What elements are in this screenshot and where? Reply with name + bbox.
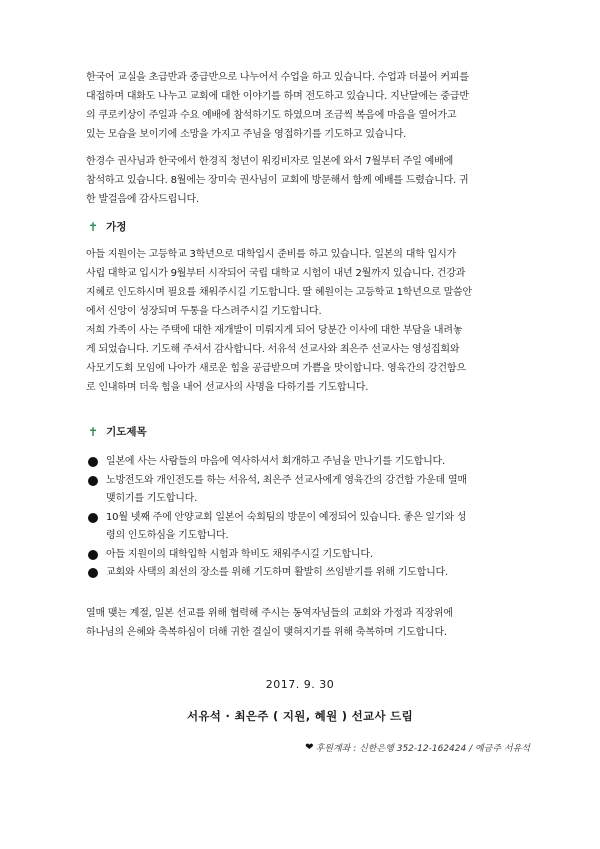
text-line: 한 발걸음에 감사드립니다.: [86, 194, 199, 205]
bank-account-note: [305, 741, 530, 754]
text-line: 있는 모습을 보이기에 소망을 가지고 주님을 영접하기를 기도하고 있습니다.: [86, 129, 407, 140]
text-line: 게 되었습니다. 기도해 주셔서 감사합니다. 서유석 선교사와 최은주 선교사는 영성집회와: [86, 344, 460, 355]
text-line: 의 쿠로키상이 주일과 수요 예배에 참석하기도 하였으며 조금씩 복음에 마음을 열어가고: [86, 110, 457, 121]
text-line: 참석하고 있습니다. 8월에는 장미숙 권사님이 교회에 방문해서 함께 예배를 드렸습니다. 귀: [86, 175, 469, 186]
prayer-item-text: 아들 지원이의 대학입학 시험과 학비도 채워주시길 기도합니다.: [106, 548, 373, 560]
text-line: 사립 대학교 입시가 9월부터 시작되어 국립 대학교 시험이 내년 2월까지 있습니다. 건강과: [86, 268, 466, 279]
text-line: 저희 가족이 사는 주택에 대한 재개발이 미뤄지게 되어 당분간 이사에 대한 부담을 내려놓: [86, 325, 463, 336]
text-line: 한국어 교실을 초급반과 중급반으로 나누어서 수업을 하고 있습니다. 수업과 더불어 커피를: [86, 72, 469, 83]
prayer-item: [86, 472, 526, 509]
heart-icon: ❤: [305, 742, 314, 753]
text-line: 하나님의 은혜와 축복하심이 더해 귀한 결실이 맺혀지기를 위해 축복하며 기도합니다.: [86, 627, 447, 638]
prayer-heading-label: 기도제목: [106, 426, 147, 438]
text-line: 아들 지원이는 고등학교 3학년으로 대학입시 준비를 하고 있습니다. 일본의 대학 입시가: [86, 249, 457, 260]
family-heading: [88, 219, 126, 234]
text-line: 한경수 권사님과 한국에서 한경직 청년이 워킹비자로 일본에 와서 7월부터 주일 예배에: [86, 156, 454, 167]
letter-date: 2017. 9. 30: [265, 678, 335, 691]
prayer-heading: [88, 424, 147, 439]
prayer-item: [86, 453, 526, 472]
prayer-item-text: 일본에 사는 사람들의 마음에 역사하셔서 회개하고 주님을 만나기를 기도합니다.: [106, 456, 445, 467]
family-heading-label: 가정: [106, 221, 127, 233]
cross-icon: ✝: [88, 219, 99, 234]
text-line: 로 인내하며 더욱 힘을 내어 선교사의 사명을 다하기를 기도합니다.: [86, 382, 369, 393]
visit-paragraph: [86, 152, 518, 209]
prayer-item-text: 교회와 사택의 최선의 장소를 위해 기도하며 활발히 쓰임받기를 위해 기도합니다.: [106, 567, 448, 578]
prayer-item-text: 맺히기를 기도합니다.: [106, 493, 198, 504]
text-line: 지혜로 인도하시며 필요를 채워주시길 기도합니다. 딸 혜원이는 고등학교 1학년으로 말씀안: [86, 287, 472, 298]
prayer-item-text: 령의 인도하심을 기도합니다.: [106, 530, 229, 541]
prayer-item: [86, 564, 526, 583]
text-line: 사모기도회 모임에 나아가 새로운 힘을 공급받으며 가쁨을 맛이합니다. 영육간의 강건함으: [86, 363, 466, 374]
bullet-icon: [88, 513, 98, 523]
bank-account-text: 후원계좌 : 신한은행 352-12-162424 / 예금주 서유석: [315, 744, 530, 754]
closing-paragraph: [86, 604, 518, 642]
text-line: 에서 신앙이 성장되며 두통을 다스려주시길 기도합니다.: [86, 306, 322, 317]
prayer-list: [86, 453, 526, 583]
text-line: 열매 맺는 계절, 일본 선교를 위해 협력해 주시는 동역자님들의 교회와 가정과 직장위에: [86, 608, 453, 619]
prayer-item-text: 노방전도와 개인전도를 하는 서유석, 최은주 선교사에게 영육간의 강건함 가운데 열매: [106, 474, 467, 486]
bullet-icon: [88, 550, 98, 560]
text-line: 대접하며 대화도 나누고 교회에 대한 이야기를 하며 전도하고 있습니다. 지난달에는 중급반: [86, 91, 469, 102]
signature: 서유석 · 최은주 ( 지원, 혜원 ) 선교사 드림: [186, 709, 413, 723]
cross-icon: ✝: [88, 424, 99, 439]
prayer-item-text: 10월 넷째 주에 안양교회 일본어 숙회팀의 방문이 예정되어 있습니다. 좋은 일기와 성: [106, 511, 467, 523]
bullet-icon: [88, 568, 98, 578]
intro-paragraph: [86, 68, 518, 144]
prayer-item: [86, 546, 526, 565]
bullet-icon: [88, 457, 98, 467]
prayer-item: [86, 509, 526, 546]
family-paragraph: [86, 245, 518, 397]
bullet-icon: [88, 476, 98, 486]
